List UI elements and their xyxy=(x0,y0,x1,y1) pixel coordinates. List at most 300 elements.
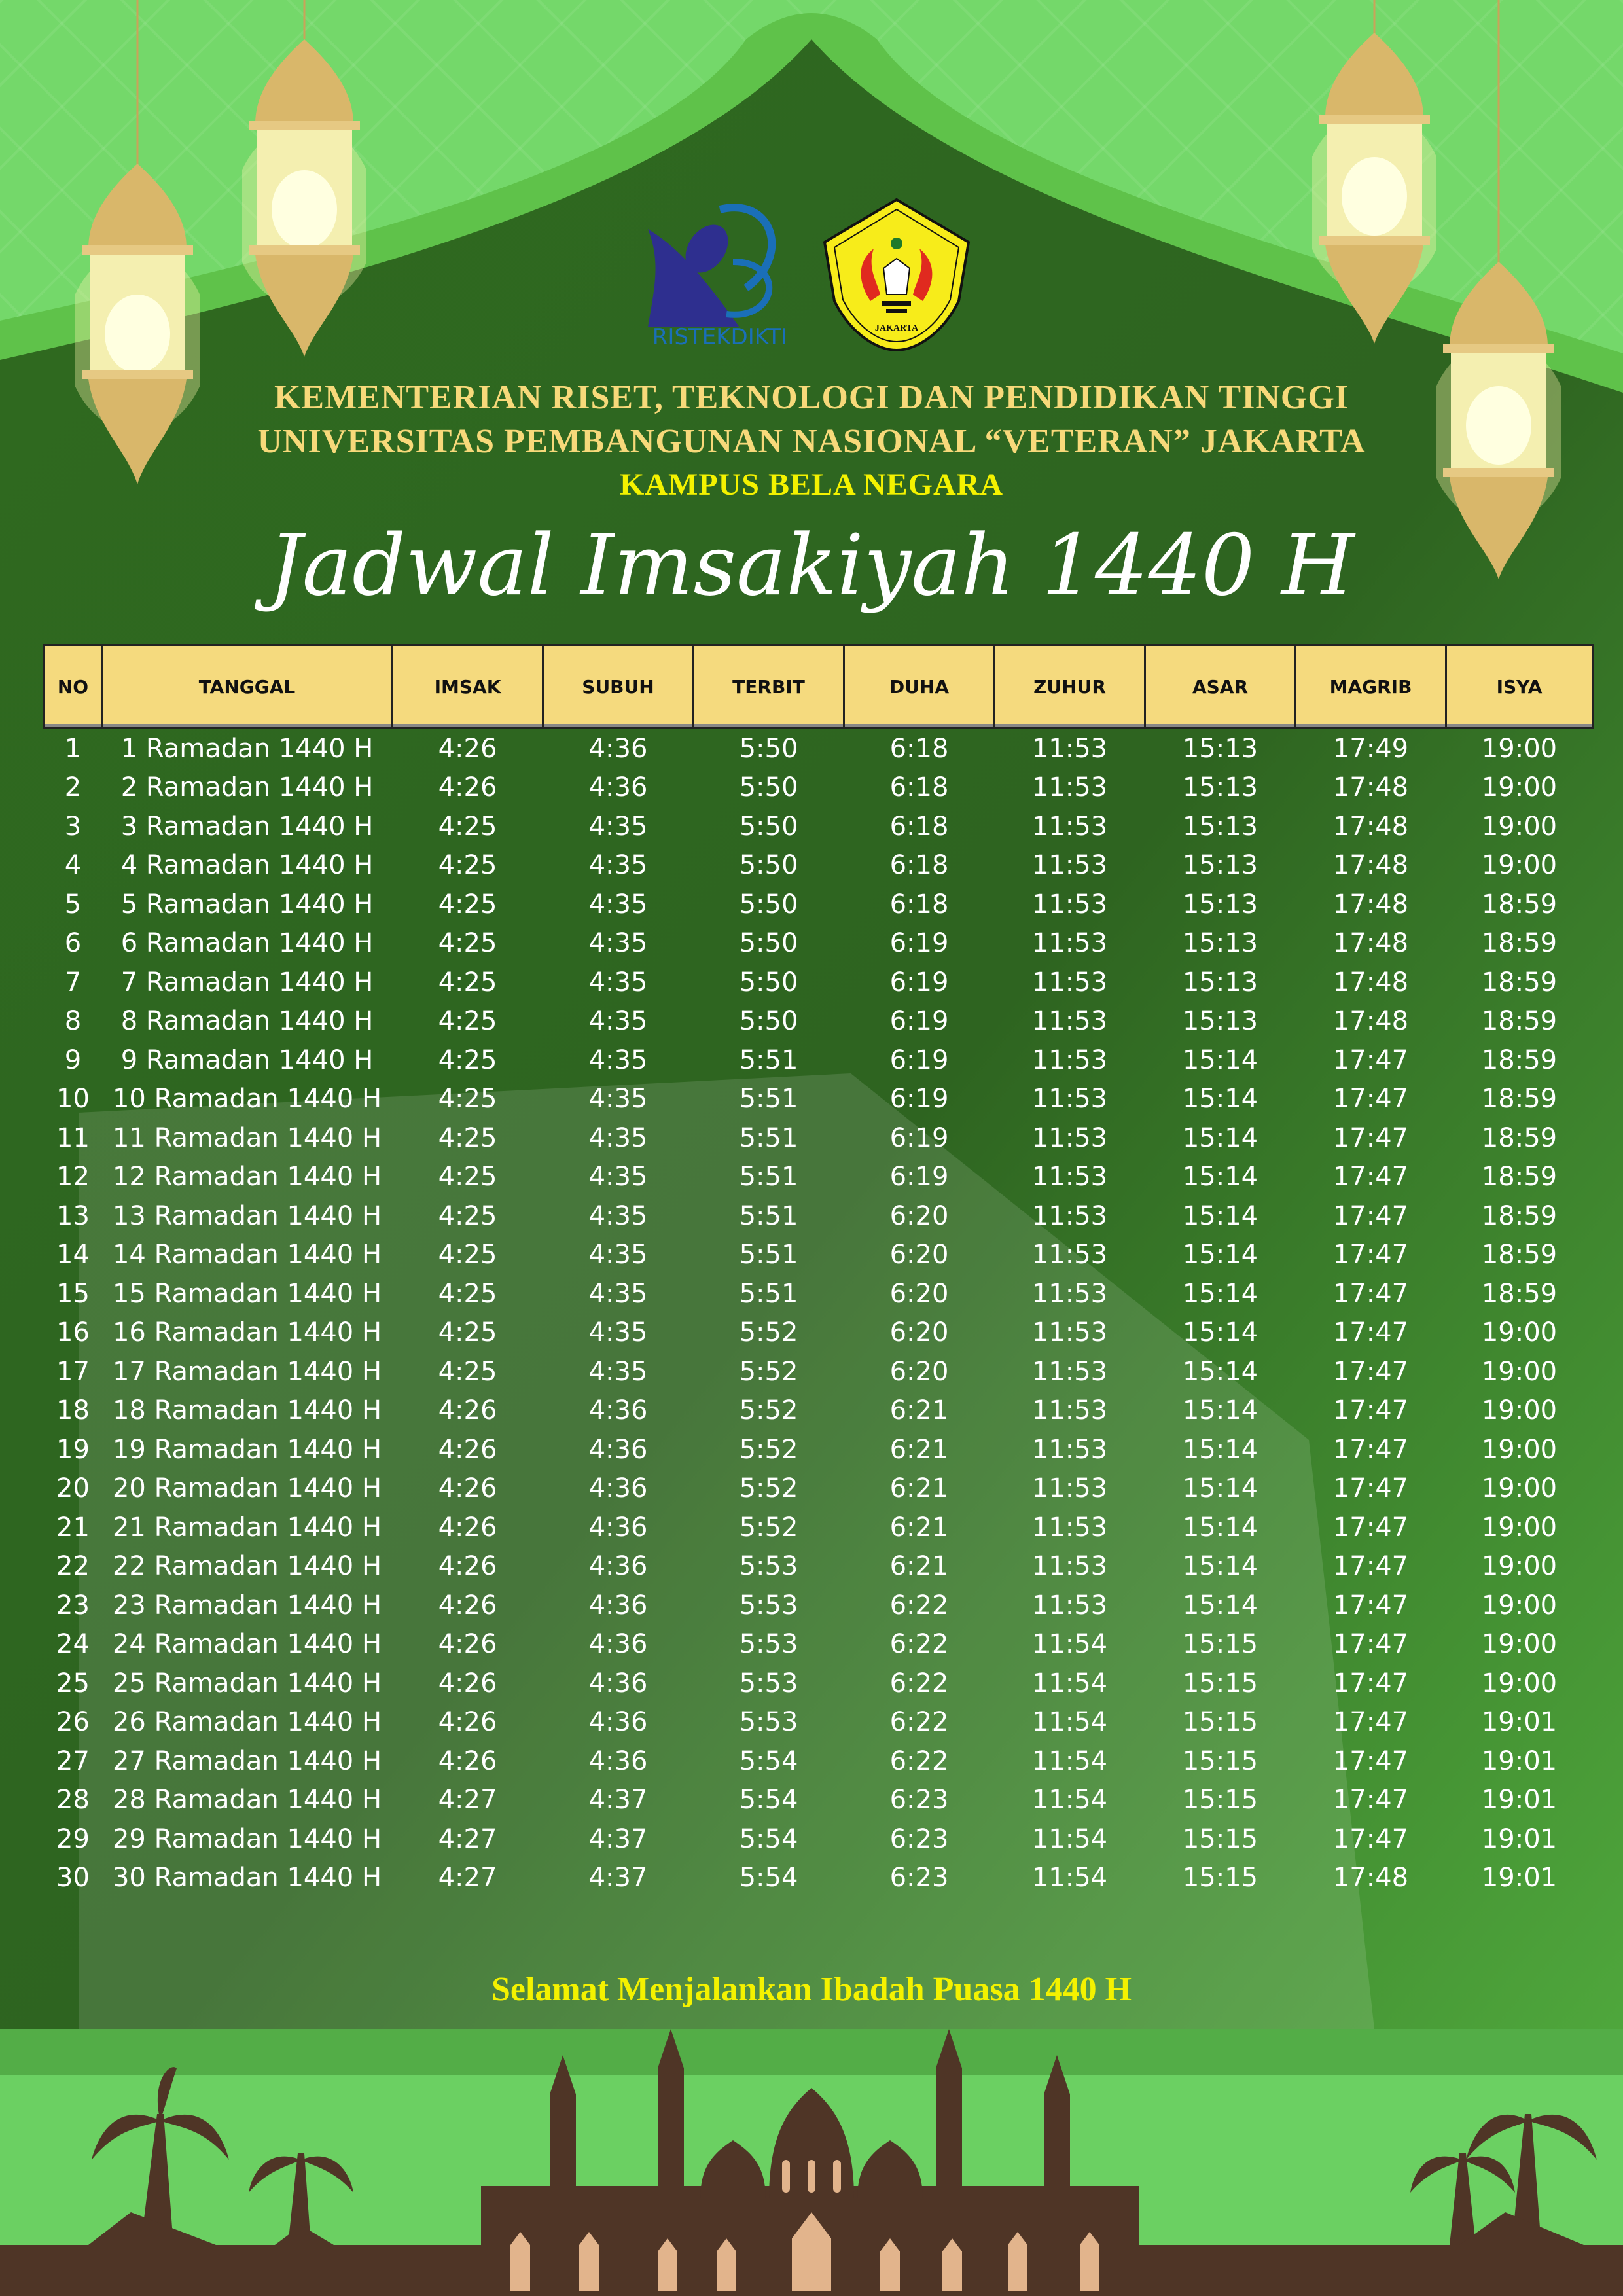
ministry-heading: KEMENTERIAN RISET, TEKNOLOGI DAN PENDIDIKAN TINGGI xyxy=(274,379,1349,416)
cell-terbit: 5:50 xyxy=(739,733,798,764)
cell-imsak: 4:25 xyxy=(438,1122,497,1153)
cell-duha: 6:23 xyxy=(889,1863,949,1893)
cell-tanggal: 15 Ramadan 1440 H xyxy=(112,1278,382,1309)
cell-duha: 6:19 xyxy=(889,1122,949,1153)
cell-asar: 15:14 xyxy=(1182,1356,1258,1387)
cell-asar: 15:15 xyxy=(1182,1707,1258,1738)
cell-zuhur: 11:53 xyxy=(1031,1434,1108,1465)
cell-imsak: 4:26 xyxy=(438,1707,497,1738)
cell-zuhur: 11:53 xyxy=(1031,1512,1108,1543)
cell-zuhur: 11:53 xyxy=(1031,733,1108,764)
cell-subuh: 4:35 xyxy=(588,889,648,920)
cell-isya: 19:00 xyxy=(1481,1434,1558,1465)
cell-asar: 15:14 xyxy=(1182,1551,1258,1582)
cell-magrib: 17:47 xyxy=(1332,1707,1409,1738)
cell-terbit: 5:51 xyxy=(739,1278,798,1309)
cell-magrib: 17:47 xyxy=(1332,1162,1409,1193)
ristekdikti-logo xyxy=(641,190,798,347)
cell-duha: 6:19 xyxy=(889,1084,949,1115)
cell-zuhur: 11:53 xyxy=(1031,850,1108,881)
cell-magrib: 17:48 xyxy=(1332,889,1409,920)
cell-tanggal: 16 Ramadan 1440 H xyxy=(112,1318,382,1348)
cell-magrib: 17:47 xyxy=(1332,1200,1409,1231)
cell-no: 1 xyxy=(64,733,82,764)
cell-tanggal: 7 Ramadan 1440 H xyxy=(120,967,374,997)
cell-subuh: 4:35 xyxy=(588,1356,648,1387)
table-row xyxy=(45,1119,1593,1158)
cell-isya: 18:59 xyxy=(1481,1278,1558,1309)
cell-asar: 15:13 xyxy=(1182,850,1258,881)
cell-isya: 18:59 xyxy=(1481,889,1558,920)
page-title: Jadwal Imsakiyah 1440 H xyxy=(268,517,1355,615)
cell-isya: 18:59 xyxy=(1481,1122,1558,1153)
cell-tanggal: 12 Ramadan 1440 H xyxy=(112,1162,382,1193)
cell-tanggal: 10 Ramadan 1440 H xyxy=(112,1084,382,1115)
cell-magrib: 17:47 xyxy=(1332,1045,1409,1075)
cell-isya: 18:59 xyxy=(1481,1162,1558,1193)
cell-asar: 15:13 xyxy=(1182,889,1258,920)
cell-isya: 19:01 xyxy=(1481,1785,1558,1816)
cell-magrib: 17:47 xyxy=(1332,1823,1409,1854)
table-row xyxy=(45,846,1593,886)
cell-terbit: 5:51 xyxy=(739,1162,798,1193)
lantern-icon xyxy=(1312,0,1436,353)
cell-isya: 18:59 xyxy=(1481,967,1558,997)
table-row xyxy=(45,1158,1593,1197)
cell-tanggal: 26 Ramadan 1440 H xyxy=(112,1707,382,1738)
cell-magrib: 17:48 xyxy=(1332,1006,1409,1037)
cell-imsak: 4:26 xyxy=(438,1629,497,1660)
cell-zuhur: 11:53 xyxy=(1031,1551,1108,1582)
cell-subuh: 4:35 xyxy=(588,1240,648,1270)
cell-imsak: 4:26 xyxy=(438,1668,497,1698)
cell-duha: 6:21 xyxy=(889,1473,949,1504)
cell-isya: 18:59 xyxy=(1481,928,1558,959)
cell-no: 3 xyxy=(64,811,82,842)
cell-isya: 19:01 xyxy=(1481,1707,1558,1738)
cell-asar: 15:13 xyxy=(1182,733,1258,764)
cell-duha: 6:22 xyxy=(889,1629,949,1660)
cell-terbit: 5:50 xyxy=(739,811,798,842)
cell-no: 29 xyxy=(56,1823,90,1854)
cell-asar: 15:13 xyxy=(1182,772,1258,803)
cell-isya: 19:00 xyxy=(1481,1356,1558,1387)
cell-imsak: 4:25 xyxy=(438,1162,497,1193)
cell-asar: 15:14 xyxy=(1182,1084,1258,1115)
cell-terbit: 5:50 xyxy=(739,889,798,920)
cell-terbit: 5:54 xyxy=(739,1785,798,1816)
cell-magrib: 17:47 xyxy=(1332,1434,1409,1465)
cell-terbit: 5:52 xyxy=(739,1512,798,1543)
cell-duha: 6:21 xyxy=(889,1434,949,1465)
upn-veteran-logo xyxy=(818,196,975,353)
cell-magrib: 17:47 xyxy=(1332,1318,1409,1348)
cell-terbit: 5:50 xyxy=(739,928,798,959)
cell-zuhur: 11:54 xyxy=(1031,1707,1108,1738)
cell-imsak: 4:25 xyxy=(438,889,497,920)
cell-isya: 18:59 xyxy=(1481,1045,1558,1075)
table-row xyxy=(45,1742,1593,1781)
cell-no: 14 xyxy=(56,1240,90,1270)
cell-duha: 6:20 xyxy=(889,1200,949,1231)
cell-duha: 6:23 xyxy=(889,1785,949,1816)
cell-magrib: 17:48 xyxy=(1332,811,1409,842)
cell-imsak: 4:25 xyxy=(438,1278,497,1309)
cell-duha: 6:18 xyxy=(889,889,949,920)
cell-duha: 6:21 xyxy=(889,1512,949,1543)
cell-asar: 15:14 xyxy=(1182,1200,1258,1231)
cell-zuhur: 11:53 xyxy=(1031,1162,1108,1193)
column-header-zuhur: ZUHUR xyxy=(995,645,1145,728)
cell-no: 15 xyxy=(56,1278,90,1309)
cell-duha: 6:19 xyxy=(889,1045,949,1075)
cell-zuhur: 11:53 xyxy=(1031,1590,1108,1621)
cell-imsak: 4:26 xyxy=(438,1590,497,1621)
cell-terbit: 5:51 xyxy=(739,1122,798,1153)
cell-no: 5 xyxy=(64,889,82,920)
cell-magrib: 17:47 xyxy=(1332,1395,1409,1426)
cell-imsak: 4:25 xyxy=(438,850,497,881)
cell-subuh: 4:36 xyxy=(588,733,648,764)
cell-subuh: 4:36 xyxy=(588,1395,648,1426)
cell-subuh: 4:36 xyxy=(588,1434,648,1465)
cell-imsak: 4:27 xyxy=(438,1863,497,1893)
cell-terbit: 5:51 xyxy=(739,1200,798,1231)
column-header-no: NO xyxy=(45,645,102,728)
cell-zuhur: 11:53 xyxy=(1031,1006,1108,1037)
cell-magrib: 17:48 xyxy=(1332,772,1409,803)
cell-magrib: 17:47 xyxy=(1332,1668,1409,1698)
cell-subuh: 4:36 xyxy=(588,1473,648,1504)
table-row xyxy=(45,1469,1593,1509)
cell-magrib: 17:47 xyxy=(1332,1551,1409,1582)
cell-subuh: 4:35 xyxy=(588,811,648,842)
cell-subuh: 4:37 xyxy=(588,1785,648,1816)
cell-magrib: 17:48 xyxy=(1332,850,1409,881)
cell-subuh: 4:35 xyxy=(588,1278,648,1309)
cell-asar: 15:13 xyxy=(1182,811,1258,842)
cell-terbit: 5:51 xyxy=(739,1084,798,1115)
cell-isya: 18:59 xyxy=(1481,1200,1558,1231)
university-heading: UNIVERSITAS PEMBANGUNAN NASIONAL “VETERAN” JAKARTA xyxy=(257,423,1366,460)
column-header-asar: ASAR xyxy=(1145,645,1296,728)
cell-magrib: 17:47 xyxy=(1332,1278,1409,1309)
table-row xyxy=(45,1041,1593,1080)
cell-magrib: 17:47 xyxy=(1332,1240,1409,1270)
column-header-imsak: IMSAK xyxy=(393,645,543,728)
cell-tanggal: 14 Ramadan 1440 H xyxy=(112,1240,382,1270)
cell-duha: 6:18 xyxy=(889,850,949,881)
cell-isya: 19:01 xyxy=(1481,1823,1558,1854)
cell-subuh: 4:35 xyxy=(588,928,648,959)
cell-no: 19 xyxy=(56,1434,90,1465)
cell-isya: 19:00 xyxy=(1481,1629,1558,1660)
table-row xyxy=(45,1586,1593,1625)
cell-no: 6 xyxy=(64,928,82,959)
cell-imsak: 4:25 xyxy=(438,1240,497,1270)
table-row xyxy=(45,1859,1593,1898)
cell-subuh: 4:36 xyxy=(588,1629,648,1660)
cell-asar: 15:14 xyxy=(1182,1162,1258,1193)
cell-zuhur: 11:53 xyxy=(1031,1084,1108,1115)
cell-imsak: 4:25 xyxy=(438,1356,497,1387)
cell-subuh: 4:36 xyxy=(588,1707,648,1738)
cell-tanggal: 27 Ramadan 1440 H xyxy=(112,1746,382,1776)
cell-no: 27 xyxy=(56,1746,90,1776)
cell-zuhur: 11:53 xyxy=(1031,1318,1108,1348)
cell-duha: 6:18 xyxy=(889,811,949,842)
cell-isya: 19:00 xyxy=(1481,1318,1558,1348)
cell-tanggal: 5 Ramadan 1440 H xyxy=(120,889,374,920)
cell-no: 12 xyxy=(56,1162,90,1193)
cell-zuhur: 11:53 xyxy=(1031,889,1108,920)
cell-subuh: 4:35 xyxy=(588,1318,648,1348)
cell-isya: 19:01 xyxy=(1481,1746,1558,1776)
cell-subuh: 4:36 xyxy=(588,1746,648,1776)
cell-tanggal: 24 Ramadan 1440 H xyxy=(112,1629,382,1660)
cell-isya: 19:00 xyxy=(1481,1512,1558,1543)
cell-magrib: 17:47 xyxy=(1332,1629,1409,1660)
cell-no: 2 xyxy=(64,772,82,803)
cell-terbit: 5:52 xyxy=(739,1434,798,1465)
cell-tanggal: 8 Ramadan 1440 H xyxy=(120,1006,374,1037)
column-header-isya: ISYA xyxy=(1446,645,1593,728)
cell-magrib: 17:47 xyxy=(1332,1473,1409,1504)
cell-magrib: 17:49 xyxy=(1332,733,1409,764)
cell-isya: 19:00 xyxy=(1481,1551,1558,1582)
cell-zuhur: 11:53 xyxy=(1031,811,1108,842)
cell-tanggal: 6 Ramadan 1440 H xyxy=(120,928,374,959)
logos xyxy=(641,190,982,353)
table-row xyxy=(45,1625,1593,1664)
cell-magrib: 17:48 xyxy=(1332,1863,1409,1893)
cell-duha: 6:20 xyxy=(889,1278,949,1309)
cell-tanggal: 13 Ramadan 1440 H xyxy=(112,1200,382,1231)
table-row xyxy=(45,1352,1593,1391)
table-row xyxy=(45,1391,1593,1431)
cell-subuh: 4:36 xyxy=(588,1590,648,1621)
cell-zuhur: 11:53 xyxy=(1031,772,1108,803)
cell-imsak: 4:26 xyxy=(438,1395,497,1426)
cell-tanggal: 30 Ramadan 1440 H xyxy=(112,1863,382,1893)
cell-asar: 15:14 xyxy=(1182,1240,1258,1270)
cell-zuhur: 11:54 xyxy=(1031,1785,1108,1816)
cell-zuhur: 11:54 xyxy=(1031,1863,1108,1893)
table-row xyxy=(45,1236,1593,1275)
cell-no: 23 xyxy=(56,1590,90,1621)
table-row xyxy=(45,1781,1593,1820)
campus-heading: KAMPUS BELA NEGARA xyxy=(619,467,1004,502)
cell-imsak: 4:25 xyxy=(438,1006,497,1037)
table-row xyxy=(45,1820,1593,1859)
cell-isya: 19:00 xyxy=(1481,733,1558,764)
cell-duha: 6:22 xyxy=(889,1668,949,1698)
cell-isya: 19:00 xyxy=(1481,1590,1558,1621)
cell-zuhur: 11:53 xyxy=(1031,1473,1108,1504)
cell-subuh: 4:35 xyxy=(588,967,648,997)
cell-asar: 15:14 xyxy=(1182,1045,1258,1075)
cell-asar: 15:14 xyxy=(1182,1512,1258,1543)
cell-no: 8 xyxy=(64,1006,82,1037)
cell-no: 18 xyxy=(56,1395,90,1426)
cell-tanggal: 2 Ramadan 1440 H xyxy=(120,772,374,803)
cell-tanggal: 17 Ramadan 1440 H xyxy=(112,1356,382,1387)
cell-subuh: 4:37 xyxy=(588,1823,648,1854)
table-row xyxy=(45,963,1593,1002)
cell-zuhur: 11:53 xyxy=(1031,1356,1108,1387)
cell-isya: 19:00 xyxy=(1481,1668,1558,1698)
cell-duha: 6:18 xyxy=(889,733,949,764)
cell-no: 11 xyxy=(56,1122,90,1153)
column-header-terbit: TERBIT xyxy=(694,645,844,728)
cell-magrib: 17:47 xyxy=(1332,1590,1409,1621)
cell-subuh: 4:35 xyxy=(588,1200,648,1231)
cell-no: 17 xyxy=(56,1356,90,1387)
cell-subuh: 4:35 xyxy=(588,850,648,881)
cell-magrib: 17:47 xyxy=(1332,1785,1409,1816)
cell-terbit: 5:52 xyxy=(739,1356,798,1387)
cell-asar: 15:14 xyxy=(1182,1473,1258,1504)
cell-tanggal: 20 Ramadan 1440 H xyxy=(112,1473,382,1504)
svg-text:RISTEKDIKTI: RISTEKDIKTI xyxy=(652,324,788,347)
column-header-tanggal: TANGGAL xyxy=(102,645,393,728)
cell-asar: 15:15 xyxy=(1182,1785,1258,1816)
cell-imsak: 4:26 xyxy=(438,1473,497,1504)
cell-asar: 15:13 xyxy=(1182,1006,1258,1037)
table-row xyxy=(45,1664,1593,1703)
cell-asar: 15:14 xyxy=(1182,1278,1258,1309)
cell-duha: 6:22 xyxy=(889,1707,949,1738)
cell-subuh: 4:36 xyxy=(588,1668,648,1698)
cell-terbit: 5:54 xyxy=(739,1863,798,1893)
cell-tanggal: 3 Ramadan 1440 H xyxy=(120,811,374,842)
table-row xyxy=(45,924,1593,963)
cell-duha: 6:20 xyxy=(889,1356,949,1387)
cell-zuhur: 11:53 xyxy=(1031,1240,1108,1270)
cell-imsak: 4:26 xyxy=(438,733,497,764)
cell-imsak: 4:26 xyxy=(438,1551,497,1582)
cell-tanggal: 29 Ramadan 1440 H xyxy=(112,1823,382,1854)
greeting-message: Selamat Menjalankan Ibadah Puasa 1440 H xyxy=(491,1971,1132,2008)
cell-duha: 6:19 xyxy=(889,928,949,959)
table-row xyxy=(45,1703,1593,1742)
cell-no: 22 xyxy=(56,1551,90,1582)
cell-duha: 6:20 xyxy=(889,1240,949,1270)
cell-no: 13 xyxy=(56,1200,90,1231)
svg-text:JAKARTA: JAKARTA xyxy=(874,323,919,333)
cell-tanggal: 1 Ramadan 1440 H xyxy=(120,733,374,764)
cell-asar: 15:15 xyxy=(1182,1746,1258,1776)
cell-isya: 19:00 xyxy=(1481,772,1558,803)
cell-imsak: 4:25 xyxy=(438,967,497,997)
cell-zuhur: 11:53 xyxy=(1031,1395,1108,1426)
cell-terbit: 5:54 xyxy=(739,1746,798,1776)
cell-magrib: 17:47 xyxy=(1332,1122,1409,1153)
cell-duha: 6:19 xyxy=(889,1006,949,1037)
cell-terbit: 5:50 xyxy=(739,967,798,997)
cell-isya: 18:59 xyxy=(1481,1084,1558,1115)
cell-imsak: 4:25 xyxy=(438,1045,497,1075)
cell-tanggal: 25 Ramadan 1440 H xyxy=(112,1668,382,1698)
table-row xyxy=(45,1080,1593,1119)
cell-subuh: 4:35 xyxy=(588,1122,648,1153)
cell-magrib: 17:47 xyxy=(1332,1512,1409,1543)
cell-terbit: 5:53 xyxy=(739,1707,798,1738)
cell-duha: 6:19 xyxy=(889,967,949,997)
cell-zuhur: 11:53 xyxy=(1031,928,1108,959)
cell-no: 25 xyxy=(56,1668,90,1698)
cell-terbit: 5:53 xyxy=(739,1590,798,1621)
table-row xyxy=(45,885,1593,924)
cell-no: 26 xyxy=(56,1707,90,1738)
cell-asar: 15:15 xyxy=(1182,1668,1258,1698)
cell-zuhur: 11:53 xyxy=(1031,967,1108,997)
cell-zuhur: 11:53 xyxy=(1031,1045,1108,1075)
cell-isya: 18:59 xyxy=(1481,1240,1558,1270)
cell-no: 7 xyxy=(64,967,82,997)
cell-asar: 15:14 xyxy=(1182,1318,1258,1348)
cell-terbit: 5:51 xyxy=(739,1240,798,1270)
cell-isya: 19:00 xyxy=(1481,811,1558,842)
cell-terbit: 5:53 xyxy=(739,1629,798,1660)
cell-terbit: 5:52 xyxy=(739,1318,798,1348)
cell-tanggal: 23 Ramadan 1440 H xyxy=(112,1590,382,1621)
cell-subuh: 4:35 xyxy=(588,1162,648,1193)
cell-subuh: 4:35 xyxy=(588,1006,648,1037)
cell-imsak: 4:25 xyxy=(438,1084,497,1115)
cell-subuh: 4:36 xyxy=(588,1512,648,1543)
column-header-subuh: SUBUH xyxy=(543,645,694,728)
table-row xyxy=(45,1196,1593,1236)
cell-isya: 19:01 xyxy=(1481,1863,1558,1893)
cell-subuh: 4:35 xyxy=(588,1045,648,1075)
cell-terbit: 5:50 xyxy=(739,1006,798,1037)
table-row xyxy=(45,1274,1593,1314)
cell-imsak: 4:26 xyxy=(438,772,497,803)
cell-duha: 6:23 xyxy=(889,1823,949,1854)
cell-no: 21 xyxy=(56,1512,90,1543)
cell-asar: 15:14 xyxy=(1182,1395,1258,1426)
schedule-table xyxy=(43,644,1594,1897)
column-header-magrib: MAGRIB xyxy=(1296,645,1446,728)
cell-tanggal: 22 Ramadan 1440 H xyxy=(112,1551,382,1582)
cell-asar: 15:14 xyxy=(1182,1434,1258,1465)
cell-no: 20 xyxy=(56,1473,90,1504)
table-row xyxy=(45,1547,1593,1587)
cell-zuhur: 11:54 xyxy=(1031,1746,1108,1776)
cell-asar: 15:13 xyxy=(1182,967,1258,997)
table-body xyxy=(45,728,1593,1898)
table-header-row xyxy=(45,645,1593,728)
cell-asar: 15:14 xyxy=(1182,1122,1258,1153)
table-row xyxy=(45,728,1593,768)
cell-no: 24 xyxy=(56,1629,90,1660)
cell-imsak: 4:25 xyxy=(438,811,497,842)
cell-terbit: 5:54 xyxy=(739,1823,798,1854)
cell-duha: 6:21 xyxy=(889,1395,949,1426)
cell-subuh: 4:35 xyxy=(588,1084,648,1115)
table-row xyxy=(45,1314,1593,1353)
cell-no: 4 xyxy=(64,850,82,881)
cell-terbit: 5:53 xyxy=(739,1668,798,1698)
cell-imsak: 4:25 xyxy=(438,1318,497,1348)
cell-tanggal: 4 Ramadan 1440 H xyxy=(120,850,374,881)
cell-magrib: 17:48 xyxy=(1332,967,1409,997)
cell-no: 16 xyxy=(56,1318,90,1348)
cell-zuhur: 11:53 xyxy=(1031,1122,1108,1153)
cell-magrib: 17:47 xyxy=(1332,1084,1409,1115)
cell-no: 10 xyxy=(56,1084,90,1115)
